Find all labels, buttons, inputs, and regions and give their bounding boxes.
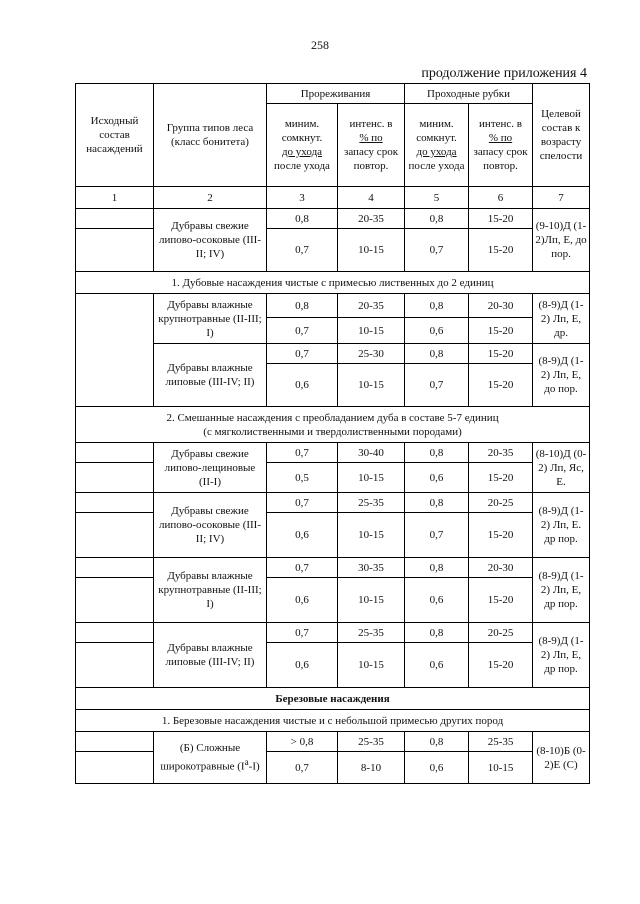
value-cell: 0,7 [405, 229, 469, 272]
header-initial-composition: Исходный состав насаждений [76, 84, 154, 187]
value-cell: 0,7 [267, 229, 338, 272]
header-min-density-passage [405, 104, 469, 187]
initial-composition-cell [76, 623, 154, 643]
header-forest-group: Группа типов леса (класс бонитета) [154, 84, 267, 187]
header-text: миним. сомкнут. [281, 118, 323, 144]
initial-composition-cell [76, 578, 154, 623]
header-text: интенс. в [479, 118, 522, 130]
value-cell: 10-15 [338, 318, 405, 344]
target-composition-cell: (9-10)Д (1-2)Лп, Е, до пор. [533, 209, 590, 272]
value-cell: 8-10 [338, 752, 405, 784]
value-cell: 0,6 [267, 643, 338, 688]
target-composition-cell: (8-9)Д (1-2) Лп, Е, др пор. [533, 558, 590, 623]
header-text: после ухода [408, 160, 465, 172]
value-cell: 15-20 [469, 513, 533, 558]
value-cell: 0,5 [267, 463, 338, 493]
target-composition-cell: (8-10)Д (0-2) Лп, Яс, Е. [533, 443, 590, 493]
value-cell: 30-40 [338, 443, 405, 463]
value-cell: 10-15 [338, 513, 405, 558]
forest-group-cell: Дубравы влажные липовые (III-IV; II) [154, 344, 267, 407]
value-cell: 15-20 [469, 463, 533, 493]
value-cell: 0,7 [267, 493, 338, 513]
initial-composition-cell [76, 558, 154, 578]
value-cell: 0,6 [267, 513, 338, 558]
header-intensity-passage [469, 104, 533, 187]
header-target-composition: Целевой состав к возрасту спелости [533, 84, 590, 187]
value-cell: 10-15 [338, 463, 405, 493]
value-cell: 20-25 [469, 623, 533, 643]
section-row [76, 688, 590, 710]
forest-group-cell: Дубравы свежие липово-лещиновые (II-I) [154, 443, 267, 493]
col-number: 1 [76, 187, 154, 209]
col-number: 3 [267, 187, 338, 209]
section-title [76, 407, 590, 443]
header-passage-cuttings: Проходные рубки [405, 84, 533, 104]
table-row [76, 623, 590, 643]
value-cell: 25-35 [338, 493, 405, 513]
section-title-bold: Березовые насаждения [76, 688, 590, 710]
value-cell: 20-35 [338, 209, 405, 229]
group-name-superscript: a [244, 757, 249, 768]
forestry-table [75, 83, 590, 784]
value-cell: 20-30 [469, 558, 533, 578]
table-row [76, 513, 590, 558]
col-number: 7 [533, 187, 590, 209]
section-line: (с мягколиственными и твердолиственными породами) [203, 425, 462, 438]
table-row [76, 643, 590, 688]
page-number: 258 [311, 38, 329, 52]
forest-group-cell: Дубравы влажные крупнотравные (II-III; I) [154, 294, 267, 344]
value-cell: 0,6 [405, 643, 469, 688]
value-cell: 0,6 [405, 318, 469, 344]
table-row [76, 344, 590, 364]
table-row [76, 229, 590, 272]
section-line: 2. Смешанные насаждения с преобладанием дуба в составе 5-7 единиц [166, 411, 499, 424]
value-cell: 0,8 [405, 209, 469, 229]
header-thinning: Прореживания [267, 84, 405, 104]
section-row [76, 407, 590, 443]
table-row [76, 558, 590, 578]
header-text-underlined: до ухода [281, 146, 323, 158]
value-cell: 15-20 [469, 364, 533, 407]
value-cell: 0,8 [405, 623, 469, 643]
value-cell: 15-20 [469, 643, 533, 688]
header-row [76, 84, 590, 104]
header-text-underlined: % по [488, 132, 513, 144]
value-cell: 0,8 [267, 209, 338, 229]
initial-composition-cell [76, 732, 154, 752]
table-row [76, 443, 590, 463]
value-cell: 0,7 [405, 364, 469, 407]
header-text: запасу срок повтор. [343, 146, 399, 172]
value-cell: 0,7 [267, 443, 338, 463]
initial-composition-cell [76, 229, 154, 272]
value-cell: 15-20 [469, 209, 533, 229]
value-cell: 20-25 [469, 493, 533, 513]
value-cell: 0,7 [267, 344, 338, 364]
value-cell: 0,8 [405, 294, 469, 318]
value-cell: 25-35 [338, 623, 405, 643]
target-composition-cell: (8-9)Д (1-2) Лп, Е, др. [533, 294, 590, 344]
table-row [76, 463, 590, 493]
header-text: после ухода [274, 160, 330, 172]
value-cell: 10-15 [338, 643, 405, 688]
value-cell: 0,7 [267, 623, 338, 643]
column-number-row [76, 187, 590, 209]
forest-group-cell: Дубравы влажные крупнотравные (II-III; I) [154, 558, 267, 623]
value-cell: 0,8 [405, 558, 469, 578]
value-cell: 20-30 [469, 294, 533, 318]
value-cell: 15-20 [469, 578, 533, 623]
value-cell: 0,8 [405, 443, 469, 463]
target-composition-cell: (8-9)Д (1-2) Лп, Е. др пор. [533, 493, 590, 558]
continuation-caption: продолжение приложения 4 [421, 66, 587, 81]
target-composition-cell: (8-9)Д (1-2) Лп, Е, др пор. [533, 623, 590, 688]
header-text: запасу срок повтор. [473, 146, 528, 172]
forest-group-cell: Дубравы влажные липовые (III-IV; II) [154, 623, 267, 688]
value-cell: 0,8 [405, 344, 469, 364]
target-composition-cell: (8-9)Д (1-2) Лп, Е, до пор. [533, 344, 590, 407]
group-name-text: (Б) Сложные широкотравные (I [160, 742, 245, 773]
table-row [76, 578, 590, 623]
initial-composition-cell [76, 294, 154, 407]
value-cell: 15-20 [469, 344, 533, 364]
value-cell: 20-35 [469, 443, 533, 463]
header-text: миним. сомкнут. [416, 118, 457, 144]
value-cell: 25-35 [338, 732, 405, 752]
table-row [76, 294, 590, 318]
table-row [76, 752, 590, 784]
value-cell: 15-20 [469, 229, 533, 272]
value-cell: 10-15 [469, 752, 533, 784]
table-row [76, 732, 590, 752]
value-cell: 0,6 [405, 578, 469, 623]
target-composition-cell: (8-10)Б (0-2)Е (С) [533, 732, 590, 784]
forest-group-cell: Дубравы свежие липово-осоковые (III-II; IV) [154, 493, 267, 558]
col-number: 5 [405, 187, 469, 209]
header-text: интенс. в [349, 118, 393, 130]
initial-composition-cell [76, 463, 154, 493]
section-row [76, 272, 590, 294]
forest-group-cell [154, 732, 267, 784]
initial-composition-cell [76, 443, 154, 463]
col-number: 6 [469, 187, 533, 209]
value-cell: 30-35 [338, 558, 405, 578]
section-title: 1. Дубовые насаждения чистые с примесью лиственных до 2 единиц [76, 272, 590, 294]
value-cell: 0,7 [267, 318, 338, 344]
section-row [76, 710, 590, 732]
group-name-text: -I) [248, 760, 260, 773]
table-row [76, 493, 590, 513]
header-min-density-thinning [267, 104, 338, 187]
value-cell: 10-15 [338, 229, 405, 272]
initial-composition-cell [76, 513, 154, 558]
initial-composition-cell [76, 209, 154, 229]
value-cell: 0,8 [405, 493, 469, 513]
forest-group-cell: Дубравы свежие липово-осоковые (III-II; IV) [154, 209, 267, 272]
value-cell: 0,6 [405, 752, 469, 784]
value-cell: 0,7 [405, 513, 469, 558]
section-title: 1. Березовые насаждения чистые и с небольшой примесью других пород [76, 710, 590, 732]
table-row [76, 209, 590, 229]
value-cell: 25-30 [338, 344, 405, 364]
header-text-underlined: до ухода [416, 146, 457, 158]
value-cell: 15-20 [469, 318, 533, 344]
value-cell: 0,8 [405, 732, 469, 752]
value-cell: 25-35 [469, 732, 533, 752]
value-cell: 10-15 [338, 364, 405, 407]
value-cell: 0,6 [267, 364, 338, 407]
initial-composition-cell [76, 643, 154, 688]
value-cell: 10-15 [338, 578, 405, 623]
header-text-underlined: % по [359, 132, 383, 144]
value-cell: 0,7 [267, 558, 338, 578]
col-number: 4 [338, 187, 405, 209]
value-cell: > 0,8 [267, 732, 338, 752]
value-cell: 20-35 [338, 294, 405, 318]
initial-composition-cell [76, 752, 154, 784]
value-cell: 0,8 [267, 294, 338, 318]
col-number: 2 [154, 187, 267, 209]
value-cell: 0,6 [267, 578, 338, 623]
value-cell: 0,7 [267, 752, 338, 784]
value-cell: 0,6 [405, 463, 469, 493]
initial-composition-cell [76, 493, 154, 513]
header-intensity-thinning [338, 104, 405, 187]
